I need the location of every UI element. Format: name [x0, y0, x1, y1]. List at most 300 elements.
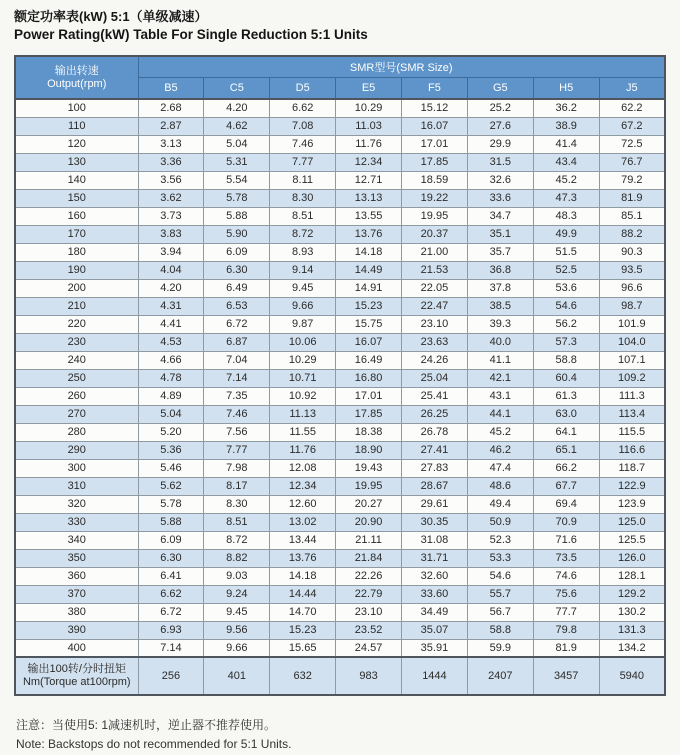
rpm-cell: 280	[15, 423, 138, 441]
power-cell: 19.22	[402, 189, 468, 207]
power-cell: 29.61	[402, 495, 468, 513]
power-cell: 66.2	[533, 459, 599, 477]
power-cell: 31.08	[402, 531, 468, 549]
power-cell: 75.6	[533, 585, 599, 603]
table-row	[15, 603, 665, 621]
power-cell: 6.30	[204, 261, 270, 279]
power-cell: 76.7	[599, 153, 665, 171]
power-cell: 61.3	[533, 387, 599, 405]
table-row	[15, 351, 665, 369]
table-row	[15, 441, 665, 459]
table-header-group-row	[15, 56, 665, 78]
power-cell: 9.45	[270, 279, 336, 297]
power-cell: 7.46	[270, 135, 336, 153]
power-cell: 7.98	[204, 459, 270, 477]
power-cell: 18.38	[336, 423, 402, 441]
rpm-cell: 100	[15, 99, 138, 117]
note-zh: 注意：当使用5: 1减速机时，逆止器不推荐使用。	[16, 718, 277, 732]
power-cell: 125.0	[599, 513, 665, 531]
power-cell: 3.94	[138, 243, 204, 261]
power-cell: 4.20	[138, 279, 204, 297]
power-cell: 10.71	[270, 369, 336, 387]
power-cell: 90.3	[599, 243, 665, 261]
column-header-g5: G5	[467, 78, 533, 100]
table-row	[15, 531, 665, 549]
power-cell: 3.36	[138, 153, 204, 171]
power-cell: 46.2	[467, 441, 533, 459]
power-cell: 20.27	[336, 495, 402, 513]
power-cell: 10.29	[270, 351, 336, 369]
power-cell: 13.44	[270, 531, 336, 549]
power-cell: 5.62	[138, 477, 204, 495]
power-cell: 15.75	[336, 315, 402, 333]
power-cell: 13.76	[336, 225, 402, 243]
power-cell: 12.08	[270, 459, 336, 477]
power-cell: 6.30	[138, 549, 204, 567]
power-cell: 7.46	[204, 405, 270, 423]
power-cell: 130.2	[599, 603, 665, 621]
power-cell: 11.76	[270, 441, 336, 459]
rpm-cell: 250	[15, 369, 138, 387]
power-cell: 41.4	[533, 135, 599, 153]
power-cell: 35.07	[402, 621, 468, 639]
power-cell: 14.18	[336, 243, 402, 261]
power-cell: 129.2	[599, 585, 665, 603]
power-cell: 9.66	[204, 639, 270, 657]
table-row	[15, 369, 665, 387]
power-cell: 125.5	[599, 531, 665, 549]
power-cell: 7.56	[204, 423, 270, 441]
power-cell: 16.80	[336, 369, 402, 387]
power-cell: 27.41	[402, 441, 468, 459]
power-cell: 31.71	[402, 549, 468, 567]
torque-cell: 632	[270, 657, 336, 695]
table-footer	[15, 657, 665, 695]
power-cell: 9.24	[204, 585, 270, 603]
power-cell: 79.2	[599, 171, 665, 189]
power-cell: 4.20	[204, 99, 270, 117]
rpm-cell: 160	[15, 207, 138, 225]
column-group-header-smr-size: SMR型号(SMR Size)	[138, 56, 665, 78]
power-cell: 62.2	[599, 99, 665, 117]
power-cell: 118.7	[599, 459, 665, 477]
rpm-cell: 240	[15, 351, 138, 369]
power-cell: 29.9	[467, 135, 533, 153]
rpm-cell: 270	[15, 405, 138, 423]
power-cell: 33.60	[402, 585, 468, 603]
power-cell: 134.2	[599, 639, 665, 657]
power-cell: 19.95	[402, 207, 468, 225]
torque-cell: 5940	[599, 657, 665, 695]
table-row	[15, 225, 665, 243]
power-cell: 5.54	[204, 171, 270, 189]
power-cell: 3.83	[138, 225, 204, 243]
power-cell: 56.2	[533, 315, 599, 333]
table-row	[15, 315, 665, 333]
power-cell: 3.73	[138, 207, 204, 225]
table-row	[15, 171, 665, 189]
power-cell: 67.7	[533, 477, 599, 495]
power-cell: 21.11	[336, 531, 402, 549]
rpm-cell: 390	[15, 621, 138, 639]
power-cell: 12.34	[336, 153, 402, 171]
power-cell: 93.5	[599, 261, 665, 279]
power-cell: 5.78	[204, 189, 270, 207]
power-cell: 8.93	[270, 243, 336, 261]
note-en: Note: Backstops do not recommended for 5:1 Units.	[16, 737, 292, 751]
power-cell: 3.56	[138, 171, 204, 189]
torque-cell: 983	[336, 657, 402, 695]
table-row	[15, 99, 665, 117]
power-cell: 128.1	[599, 567, 665, 585]
power-cell: 4.89	[138, 387, 204, 405]
power-cell: 41.1	[467, 351, 533, 369]
power-cell: 21.53	[402, 261, 468, 279]
power-cell: 4.62	[204, 117, 270, 135]
rpm-cell: 210	[15, 297, 138, 315]
power-cell: 81.9	[599, 189, 665, 207]
power-cell: 63.0	[533, 405, 599, 423]
power-cell: 24.57	[336, 639, 402, 657]
power-cell: 115.5	[599, 423, 665, 441]
table-row	[15, 549, 665, 567]
table-row	[15, 585, 665, 603]
rpm-cell: 360	[15, 567, 138, 585]
power-cell: 34.7	[467, 207, 533, 225]
power-cell: 47.4	[467, 459, 533, 477]
power-cell: 36.8	[467, 261, 533, 279]
power-cell: 16.49	[336, 351, 402, 369]
power-cell: 7.14	[204, 369, 270, 387]
table-row	[15, 405, 665, 423]
power-cell: 54.6	[467, 567, 533, 585]
power-cell: 96.6	[599, 279, 665, 297]
power-cell: 4.53	[138, 333, 204, 351]
power-cell: 38.9	[533, 117, 599, 135]
power-cell: 5.20	[138, 423, 204, 441]
power-cell: 27.6	[467, 117, 533, 135]
power-cell: 15.12	[402, 99, 468, 117]
power-cell: 22.05	[402, 279, 468, 297]
power-cell: 45.2	[533, 171, 599, 189]
rpm-cell: 260	[15, 387, 138, 405]
power-cell: 10.92	[270, 387, 336, 405]
power-cell: 9.56	[204, 621, 270, 639]
power-cell: 5.88	[138, 513, 204, 531]
power-cell: 13.55	[336, 207, 402, 225]
power-cell: 8.72	[204, 531, 270, 549]
power-cell: 5.31	[204, 153, 270, 171]
power-cell: 26.25	[402, 405, 468, 423]
column-header-output-rpm	[15, 56, 138, 99]
rpm-cell: 320	[15, 495, 138, 513]
power-cell: 35.91	[402, 639, 468, 657]
table-row	[15, 495, 665, 513]
power-cell: 2.87	[138, 117, 204, 135]
power-cell: 4.78	[138, 369, 204, 387]
power-cell: 131.3	[599, 621, 665, 639]
power-cell: 5.78	[138, 495, 204, 513]
rpm-cell: 340	[15, 531, 138, 549]
power-cell: 116.6	[599, 441, 665, 459]
table-body	[15, 99, 665, 657]
torque-cell: 256	[138, 657, 204, 695]
power-cell: 27.83	[402, 459, 468, 477]
power-cell: 19.95	[336, 477, 402, 495]
column-header-d5: D5	[270, 78, 336, 100]
power-cell: 12.34	[270, 477, 336, 495]
power-cell: 6.62	[138, 585, 204, 603]
power-cell: 14.18	[270, 567, 336, 585]
table-row	[15, 207, 665, 225]
power-cell: 5.46	[138, 459, 204, 477]
power-cell: 6.09	[204, 243, 270, 261]
power-cell: 73.5	[533, 549, 599, 567]
table-row	[15, 567, 665, 585]
table-row	[15, 297, 665, 315]
power-cell: 7.77	[204, 441, 270, 459]
power-cell: 39.3	[467, 315, 533, 333]
power-cell: 101.9	[599, 315, 665, 333]
power-cell: 31.5	[467, 153, 533, 171]
power-cell: 4.04	[138, 261, 204, 279]
power-cell: 8.17	[204, 477, 270, 495]
torque-cell: 3457	[533, 657, 599, 695]
power-cell: 50.9	[467, 513, 533, 531]
power-cell: 25.41	[402, 387, 468, 405]
power-cell: 57.3	[533, 333, 599, 351]
power-cell: 70.9	[533, 513, 599, 531]
power-cell: 48.3	[533, 207, 599, 225]
power-cell: 17.01	[402, 135, 468, 153]
torque-row	[15, 657, 665, 695]
power-cell: 26.78	[402, 423, 468, 441]
table-row	[15, 423, 665, 441]
torque-cell: 1444	[402, 657, 468, 695]
power-cell: 25.2	[467, 99, 533, 117]
power-cell: 23.10	[336, 603, 402, 621]
table-row	[15, 387, 665, 405]
power-cell: 22.26	[336, 567, 402, 585]
power-cell: 11.03	[336, 117, 402, 135]
power-cell: 14.49	[336, 261, 402, 279]
power-cell: 55.7	[467, 585, 533, 603]
rpm-cell: 220	[15, 315, 138, 333]
power-cell: 45.2	[467, 423, 533, 441]
column-header-h5: H5	[533, 78, 599, 100]
power-cell: 59.9	[467, 639, 533, 657]
power-cell: 69.4	[533, 495, 599, 513]
power-cell: 18.90	[336, 441, 402, 459]
torque-cell: 2407	[467, 657, 533, 695]
power-cell: 7.04	[204, 351, 270, 369]
power-cell: 123.9	[599, 495, 665, 513]
power-cell: 104.0	[599, 333, 665, 351]
power-cell: 5.04	[204, 135, 270, 153]
power-cell: 58.8	[467, 621, 533, 639]
power-cell: 6.41	[138, 567, 204, 585]
power-cell: 7.08	[270, 117, 336, 135]
power-cell: 13.02	[270, 513, 336, 531]
power-cell: 5.88	[204, 207, 270, 225]
power-cell: 98.7	[599, 297, 665, 315]
power-cell: 53.6	[533, 279, 599, 297]
rpm-cell: 150	[15, 189, 138, 207]
page-title-en: Power Rating(kW) Table For Single Reduction 5:1 Units	[14, 27, 368, 42]
rpm-cell: 140	[15, 171, 138, 189]
power-cell: 2.68	[138, 99, 204, 117]
power-cell: 60.4	[533, 369, 599, 387]
power-cell: 51.5	[533, 243, 599, 261]
power-cell: 5.90	[204, 225, 270, 243]
power-cell: 122.9	[599, 477, 665, 495]
power-cell: 53.3	[467, 549, 533, 567]
column-header-c5: C5	[204, 78, 270, 100]
power-cell: 13.76	[270, 549, 336, 567]
power-cell: 88.2	[599, 225, 665, 243]
power-cell: 113.4	[599, 405, 665, 423]
rpm-cell: 120	[15, 135, 138, 153]
power-cell: 54.6	[533, 297, 599, 315]
power-cell: 47.3	[533, 189, 599, 207]
power-cell: 12.71	[336, 171, 402, 189]
power-cell: 7.14	[138, 639, 204, 657]
power-cell: 23.63	[402, 333, 468, 351]
power-cell: 8.82	[204, 549, 270, 567]
power-cell: 67.2	[599, 117, 665, 135]
power-cell: 6.93	[138, 621, 204, 639]
power-cell: 72.5	[599, 135, 665, 153]
power-cell: 7.35	[204, 387, 270, 405]
power-cell: 56.7	[467, 603, 533, 621]
power-cell: 4.66	[138, 351, 204, 369]
power-cell: 21.84	[336, 549, 402, 567]
power-cell: 28.67	[402, 477, 468, 495]
rpm-cell: 200	[15, 279, 138, 297]
power-cell: 23.52	[336, 621, 402, 639]
power-cell: 4.41	[138, 315, 204, 333]
power-cell: 13.13	[336, 189, 402, 207]
rpm-cell: 350	[15, 549, 138, 567]
power-cell: 40.0	[467, 333, 533, 351]
power-rating-table	[14, 55, 666, 696]
power-cell: 49.9	[533, 225, 599, 243]
power-cell: 44.1	[467, 405, 533, 423]
torque-cell: 401	[204, 657, 270, 695]
power-cell: 42.1	[467, 369, 533, 387]
power-cell: 38.5	[467, 297, 533, 315]
table-row	[15, 117, 665, 135]
power-cell: 22.47	[402, 297, 468, 315]
rpm-cell: 230	[15, 333, 138, 351]
power-cell: 111.3	[599, 387, 665, 405]
power-cell: 43.4	[533, 153, 599, 171]
power-cell: 5.36	[138, 441, 204, 459]
power-cell: 9.45	[204, 603, 270, 621]
power-cell: 10.06	[270, 333, 336, 351]
power-cell: 37.8	[467, 279, 533, 297]
rpm-cell: 330	[15, 513, 138, 531]
rpm-cell: 400	[15, 639, 138, 657]
power-cell: 77.7	[533, 603, 599, 621]
power-cell: 10.29	[336, 99, 402, 117]
power-cell: 43.1	[467, 387, 533, 405]
rpm-cell: 110	[15, 117, 138, 135]
power-cell: 20.37	[402, 225, 468, 243]
power-cell: 15.65	[270, 639, 336, 657]
power-cell: 11.55	[270, 423, 336, 441]
table-row	[15, 459, 665, 477]
page-title-zh: 额定功率表(kW) 5:1（单级减速）	[14, 9, 208, 24]
notes	[14, 716, 666, 754]
torque-label-en: Nm(Torque at100rpm)	[22, 676, 131, 688]
column-header-f5: F5	[402, 78, 468, 100]
power-cell: 17.85	[336, 405, 402, 423]
power-cell: 79.8	[533, 621, 599, 639]
power-cell: 6.87	[204, 333, 270, 351]
rpm-cell: 170	[15, 225, 138, 243]
power-cell: 16.07	[336, 333, 402, 351]
power-cell: 12.60	[270, 495, 336, 513]
table-row	[15, 189, 665, 207]
power-cell: 23.10	[402, 315, 468, 333]
table-row	[15, 135, 665, 153]
power-cell: 21.00	[402, 243, 468, 261]
output-rpm-label-en: Output(rpm)	[47, 77, 107, 90]
power-cell: 6.09	[138, 531, 204, 549]
power-cell: 33.6	[467, 189, 533, 207]
power-cell: 9.87	[270, 315, 336, 333]
rpm-cell: 310	[15, 477, 138, 495]
rpm-cell: 180	[15, 243, 138, 261]
power-cell: 35.1	[467, 225, 533, 243]
column-header-e5: E5	[336, 78, 402, 100]
power-cell: 18.59	[402, 171, 468, 189]
table-row	[15, 261, 665, 279]
power-cell: 11.13	[270, 405, 336, 423]
power-cell: 8.51	[204, 513, 270, 531]
power-cell: 109.2	[599, 369, 665, 387]
power-cell: 24.26	[402, 351, 468, 369]
power-cell: 8.72	[270, 225, 336, 243]
power-cell: 58.8	[533, 351, 599, 369]
power-cell: 6.53	[204, 297, 270, 315]
power-cell: 36.2	[533, 99, 599, 117]
power-cell: 8.51	[270, 207, 336, 225]
rpm-cell: 380	[15, 603, 138, 621]
power-cell: 52.5	[533, 261, 599, 279]
power-cell: 22.79	[336, 585, 402, 603]
power-cell: 16.07	[402, 117, 468, 135]
power-cell: 34.49	[402, 603, 468, 621]
power-cell: 85.1	[599, 207, 665, 225]
power-cell: 8.11	[270, 171, 336, 189]
table-row	[15, 477, 665, 495]
rpm-cell: 130	[15, 153, 138, 171]
power-cell: 14.91	[336, 279, 402, 297]
power-cell: 9.03	[204, 567, 270, 585]
power-cell: 32.60	[402, 567, 468, 585]
power-cell: 8.30	[204, 495, 270, 513]
power-cell: 30.35	[402, 513, 468, 531]
power-cell: 8.30	[270, 189, 336, 207]
power-cell: 9.66	[270, 297, 336, 315]
power-cell: 3.13	[138, 135, 204, 153]
power-cell: 19.43	[336, 459, 402, 477]
power-cell: 35.7	[467, 243, 533, 261]
rpm-cell: 300	[15, 459, 138, 477]
power-cell: 3.62	[138, 189, 204, 207]
